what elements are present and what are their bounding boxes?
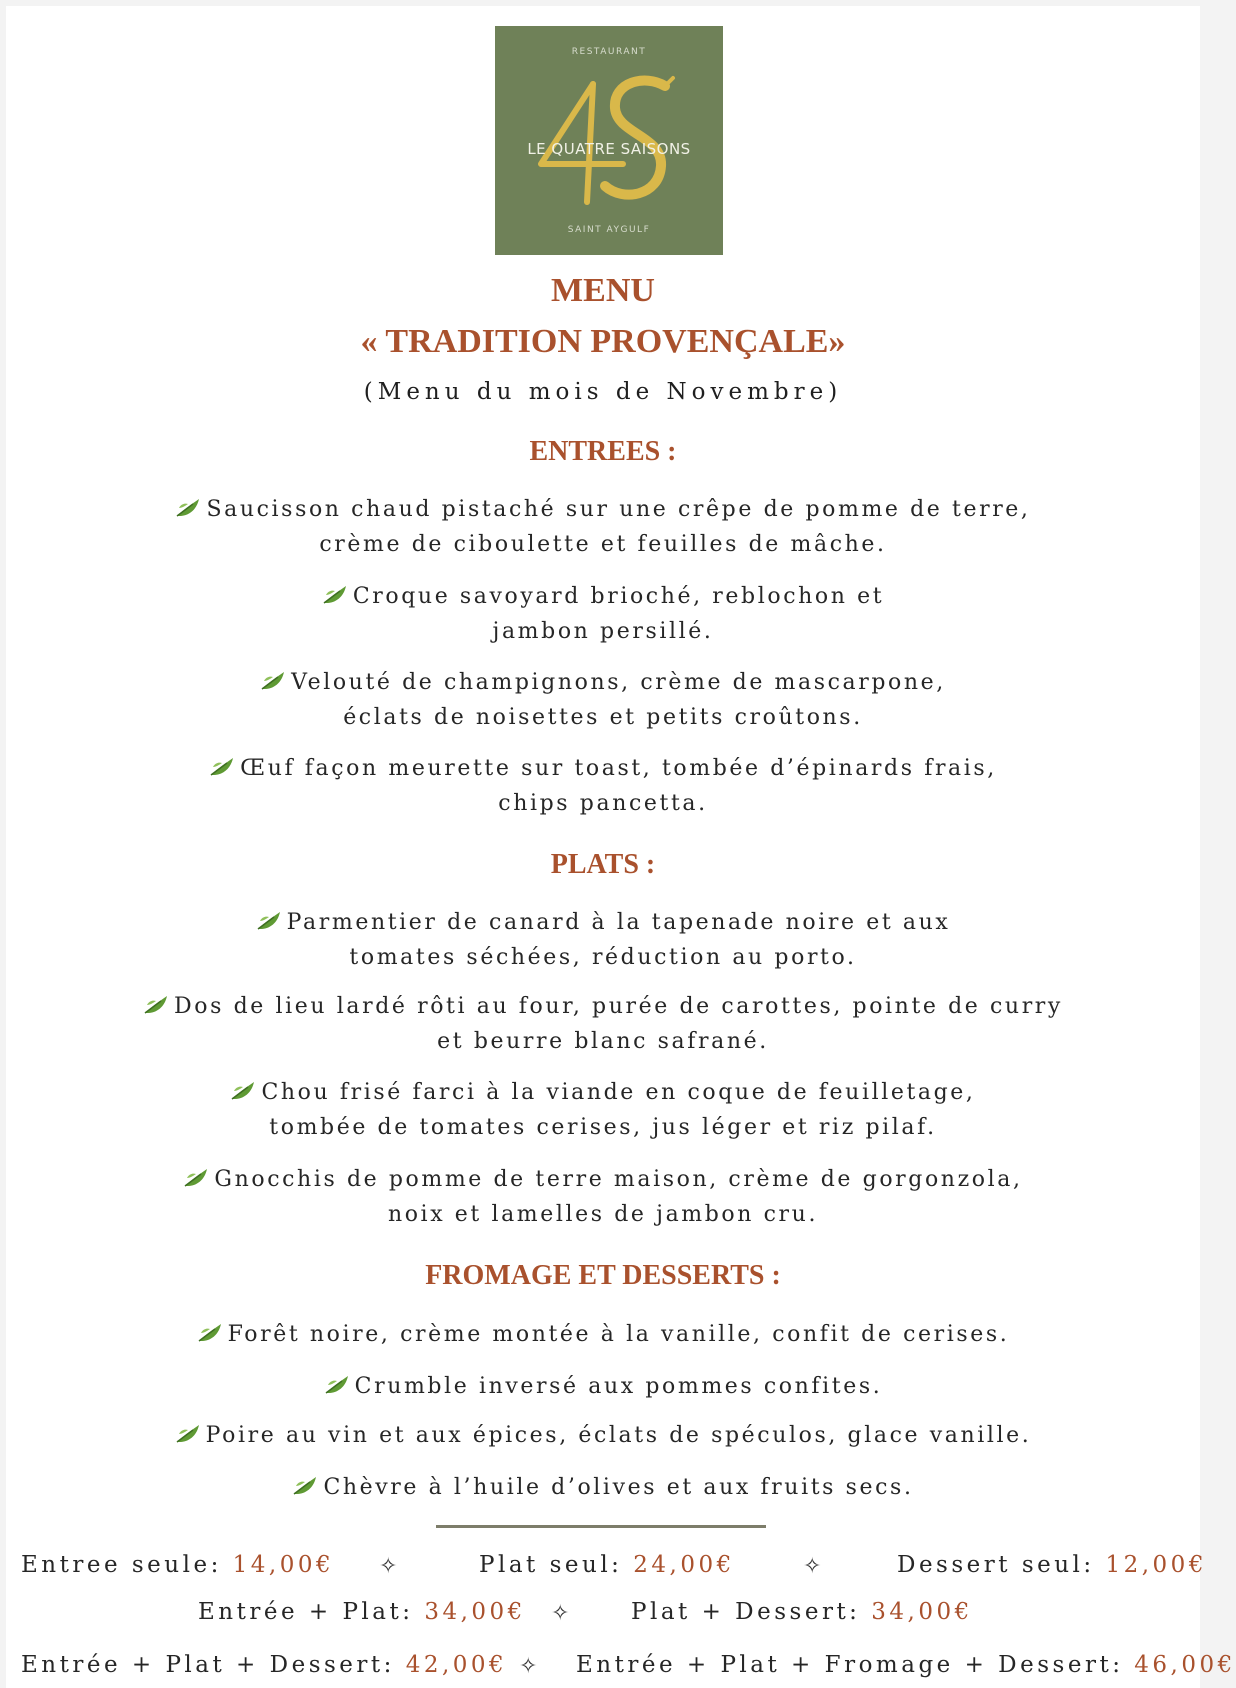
leaf-icon — [183, 1166, 209, 1188]
item-line-1: Forêt noire, crème montée à la vanille, confit de cerises. — [227, 1322, 1010, 1347]
menu-item — [6, 1418, 1200, 1453]
price-entree-plat-dessert: Entrée + Plat + Dessert: 42,00€ — [21, 1652, 508, 1678]
leaf-icon — [209, 755, 235, 777]
logo-bottom-text: SAINT AYGULF — [567, 225, 651, 235]
price-entree-seule: Entree seule: 14,00€ — [21, 1552, 335, 1578]
item-line-1: Dos de lieu lardé rôti au four, purée de carottes, pointe de curry — [174, 994, 1063, 1019]
price-entree-plat-fromage-dessert: Entrée + Plat + Fromage + Dessert: 46,00€ — [576, 1652, 1236, 1678]
item-line-2: jambon persillé. — [492, 619, 714, 644]
menu-item — [6, 1369, 1200, 1404]
menu-item — [6, 1162, 1200, 1232]
item-line-1: Crumble inversé aux pommes confites. — [354, 1374, 883, 1399]
star-separator-icon: ✧ — [379, 1554, 401, 1579]
menu-item — [6, 665, 1200, 735]
leaf-icon — [292, 1474, 318, 1496]
item-line-1: Chèvre à l’huile d’olives et aux fruits secs. — [323, 1475, 914, 1500]
menu-item — [6, 1470, 1200, 1505]
leaf-icon — [175, 1422, 201, 1444]
item-line-1: Parmentier de canard à la tapenade noire et aux — [286, 910, 951, 935]
section-title-desserts: FROMAGE ET DESSERTS : — [425, 1260, 781, 1291]
item-line-1: Gnocchis de pomme de terre maison, crème de gorgonzola, — [214, 1167, 1023, 1192]
item-line-1: Œuf façon meurette sur toast, tombée d’épinards frais, — [240, 756, 997, 781]
logo-name: LE QUATRE SAISONS — [527, 140, 691, 158]
item-line-1: Velouté de champignons, crème de mascarpone, — [291, 670, 946, 695]
star-separator-icon: ✧ — [803, 1554, 825, 1579]
leaf-icon — [175, 496, 201, 518]
item-line-2: noix et lamelles de jambon cru. — [387, 1202, 819, 1227]
leaf-icon — [322, 583, 348, 605]
price-entree-plat: Entrée + Plat: 34,00€ — [198, 1599, 526, 1625]
logo-top-text: RESTAURANT — [571, 47, 647, 57]
item-line-1: Saucisson chaud pistaché sur une crêpe de pomme de terre, — [206, 497, 1031, 522]
leaf-icon — [256, 909, 282, 931]
item-line-1: Poire au vin et aux épices, éclats de spéculos, glace vanille. — [205, 1423, 1032, 1448]
price-dessert-seul: Dessert seul: 12,00€ — [897, 1552, 1207, 1578]
leaf-icon — [324, 1373, 350, 1395]
item-line-2: chips pancetta. — [498, 791, 708, 816]
menu-item — [6, 1317, 1200, 1352]
item-line-2: crème de ciboulette et feuilles de mâche. — [319, 532, 887, 557]
price-row-1 — [6, 1552, 1207, 1586]
item-line-2: éclats de noisettes et petits croûtons. — [343, 705, 863, 730]
item-line-2: et beurre blanc safrané. — [437, 1029, 769, 1054]
menu-item — [6, 492, 1200, 562]
price-row-3 — [6, 1652, 1236, 1686]
star-separator-icon: ✧ — [551, 1601, 573, 1626]
menu-item — [6, 1075, 1200, 1145]
leaf-icon — [260, 669, 286, 691]
item-line-1: Croque savoyard brioché, reblochon et — [352, 584, 885, 609]
price-row-2 — [6, 1599, 1200, 1633]
section-title-plats: PLATS : — [550, 849, 656, 880]
menu-item — [6, 989, 1200, 1059]
menu-item — [6, 751, 1200, 821]
item-line-1: Chou frisé farci à la viande en coque de feuilletage, — [261, 1080, 976, 1105]
leaf-icon — [197, 1321, 223, 1343]
item-line-2: tombée de tomates cerises, jus léger et riz pilaf. — [269, 1115, 937, 1140]
leaf-icon — [230, 1079, 256, 1101]
menu-item — [6, 905, 1200, 975]
star-separator-icon: ✧ — [519, 1654, 541, 1679]
menu-item — [6, 579, 1200, 649]
menu-name: « TRADITION PROVENÇALE» — [360, 323, 846, 360]
price-plat-seul: Plat seul: 24,00€ — [479, 1552, 735, 1578]
item-line-2: tomates séchées, réduction au porto. — [349, 945, 857, 970]
section-title-entrees: ENTREES : — [529, 436, 677, 467]
price-plat-dessert: Plat + Dessert: 34,00€ — [631, 1599, 973, 1625]
restaurant-logo — [495, 26, 723, 255]
divider — [436, 1525, 766, 1528]
menu-page — [6, 6, 1236, 1688]
leaf-icon — [143, 993, 169, 1015]
menu-subtitle: (Menu du mois de Novembre) — [363, 379, 843, 405]
menu-title: MENU — [551, 272, 655, 309]
